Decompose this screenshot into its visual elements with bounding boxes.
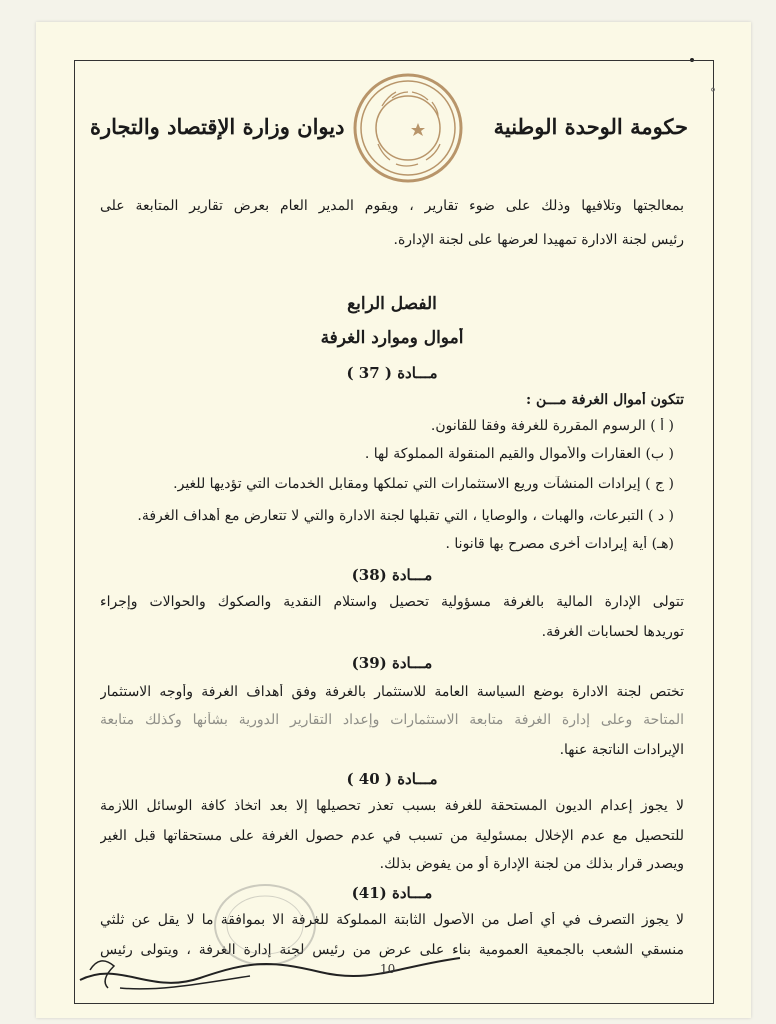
chapter-subtitle: أموال وموارد الغرفة	[320, 328, 464, 348]
article-37-item-b: ( ب) العقارات والأموال والقيم المنقولة المملوكة لها .	[364, 446, 674, 462]
article-39-line-2: المتاحة وعلى إدارة الغرفة متابعة الاستثمارات وإعداد التقارير الدورية بشأنها وكذلك متابعة	[100, 712, 684, 728]
article-41-line-2: منسقي الشعب بالجمعية العمومية بناء على عرض من رئيس لجنة إدارة الغرفة ، ويتولى رئيس	[100, 942, 684, 958]
intro-line-1: بمعالجتها وتلافيها وذلك على ضوء تقارير ، ويقوم المدير العام بعرض تقارير المتابعة على	[100, 198, 684, 214]
government-seal-icon	[352, 72, 464, 184]
article-37-item-c: ( ج ) إيرادات المنشآت وريع الاستثمارات التي تملكها ومقابل الخدمات التي تؤديها للغير.	[173, 476, 674, 492]
article-37-item-a: ( أ ) الرسوم المقررة للغرفة وفقا للقانون.	[430, 418, 674, 434]
article-40-line-1: لا يجوز إعدام الديون المستحقة للغرفة بسبب تعذر تحصيلها إلا بعد اتخاذ كافة الوسائل اللازمة	[100, 798, 684, 814]
article-37-item-e: (هـ) أية إيرادات أخرى مصرح بها قانونا .	[445, 536, 674, 552]
article-38-line-1: تتولى الإدارة المالية بالغرفة مسؤولية تحصيل واستلام النقدية والصكوك والحوالات وإجراء	[100, 594, 684, 610]
article-40-heading: مـــادة ( 40 )	[346, 770, 438, 788]
chapter-title: الفصل الرابع	[347, 294, 437, 314]
article-37-lead: تتكون أموال الغرفة مـــن :	[525, 392, 684, 408]
article-38-line-2: توريدها لحسابات الغرفة.	[541, 624, 684, 640]
page-number: 10	[380, 962, 396, 976]
article-41-heading: مـــادة (41)	[351, 884, 433, 902]
margin-mark: °	[710, 86, 716, 100]
header-ministry-name: ديوان وزارة الإقتصاد والتجارة	[90, 114, 345, 139]
article-40-line-3: ويصدر قرار بذلك من لجنة الإدارة أو من يفوض بذلك.	[379, 856, 684, 872]
signature-icon	[60, 930, 480, 1010]
article-39-line-3: الإيرادات الناتجة عنها.	[559, 742, 684, 758]
article-39-line-1: تختص لجنة الادارة بوضع السياسة العامة للاستثمار بالغرفة وفق أهداف الغرفة وأوجه الاستثمار	[100, 684, 684, 700]
intro-line-2: رئيس لجنة الادارة تمهيدا لعرضها على لجنة الإدارة.	[393, 232, 684, 248]
article-39-heading: مـــادة (39)	[351, 654, 433, 672]
article-40-line-2: للتحصيل مع عدم الإخلال بمسئولية من تسبب في عدم حصول الغرفة على مستحقاتها قبل الغير	[100, 828, 684, 844]
article-41-line-1: لا يجوز التصرف في أي أصل من الأصول الثابتة المملوكة للغرفة الا بموافقة ما لا يقل عن ثلثي	[100, 912, 684, 928]
article-37-heading: مـــادة ( 37 )	[346, 364, 438, 382]
header-government-name: حكومة الوحدة الوطنية	[493, 114, 688, 139]
article-37-item-d: ( د ) التبرعات، والهبات ، والوصايا ، التي تقبلها لجنة الادارة والتي لا تتعارض مع أهداف الغرفة.	[137, 508, 674, 524]
article-38-heading: مـــادة (38)	[351, 566, 433, 584]
